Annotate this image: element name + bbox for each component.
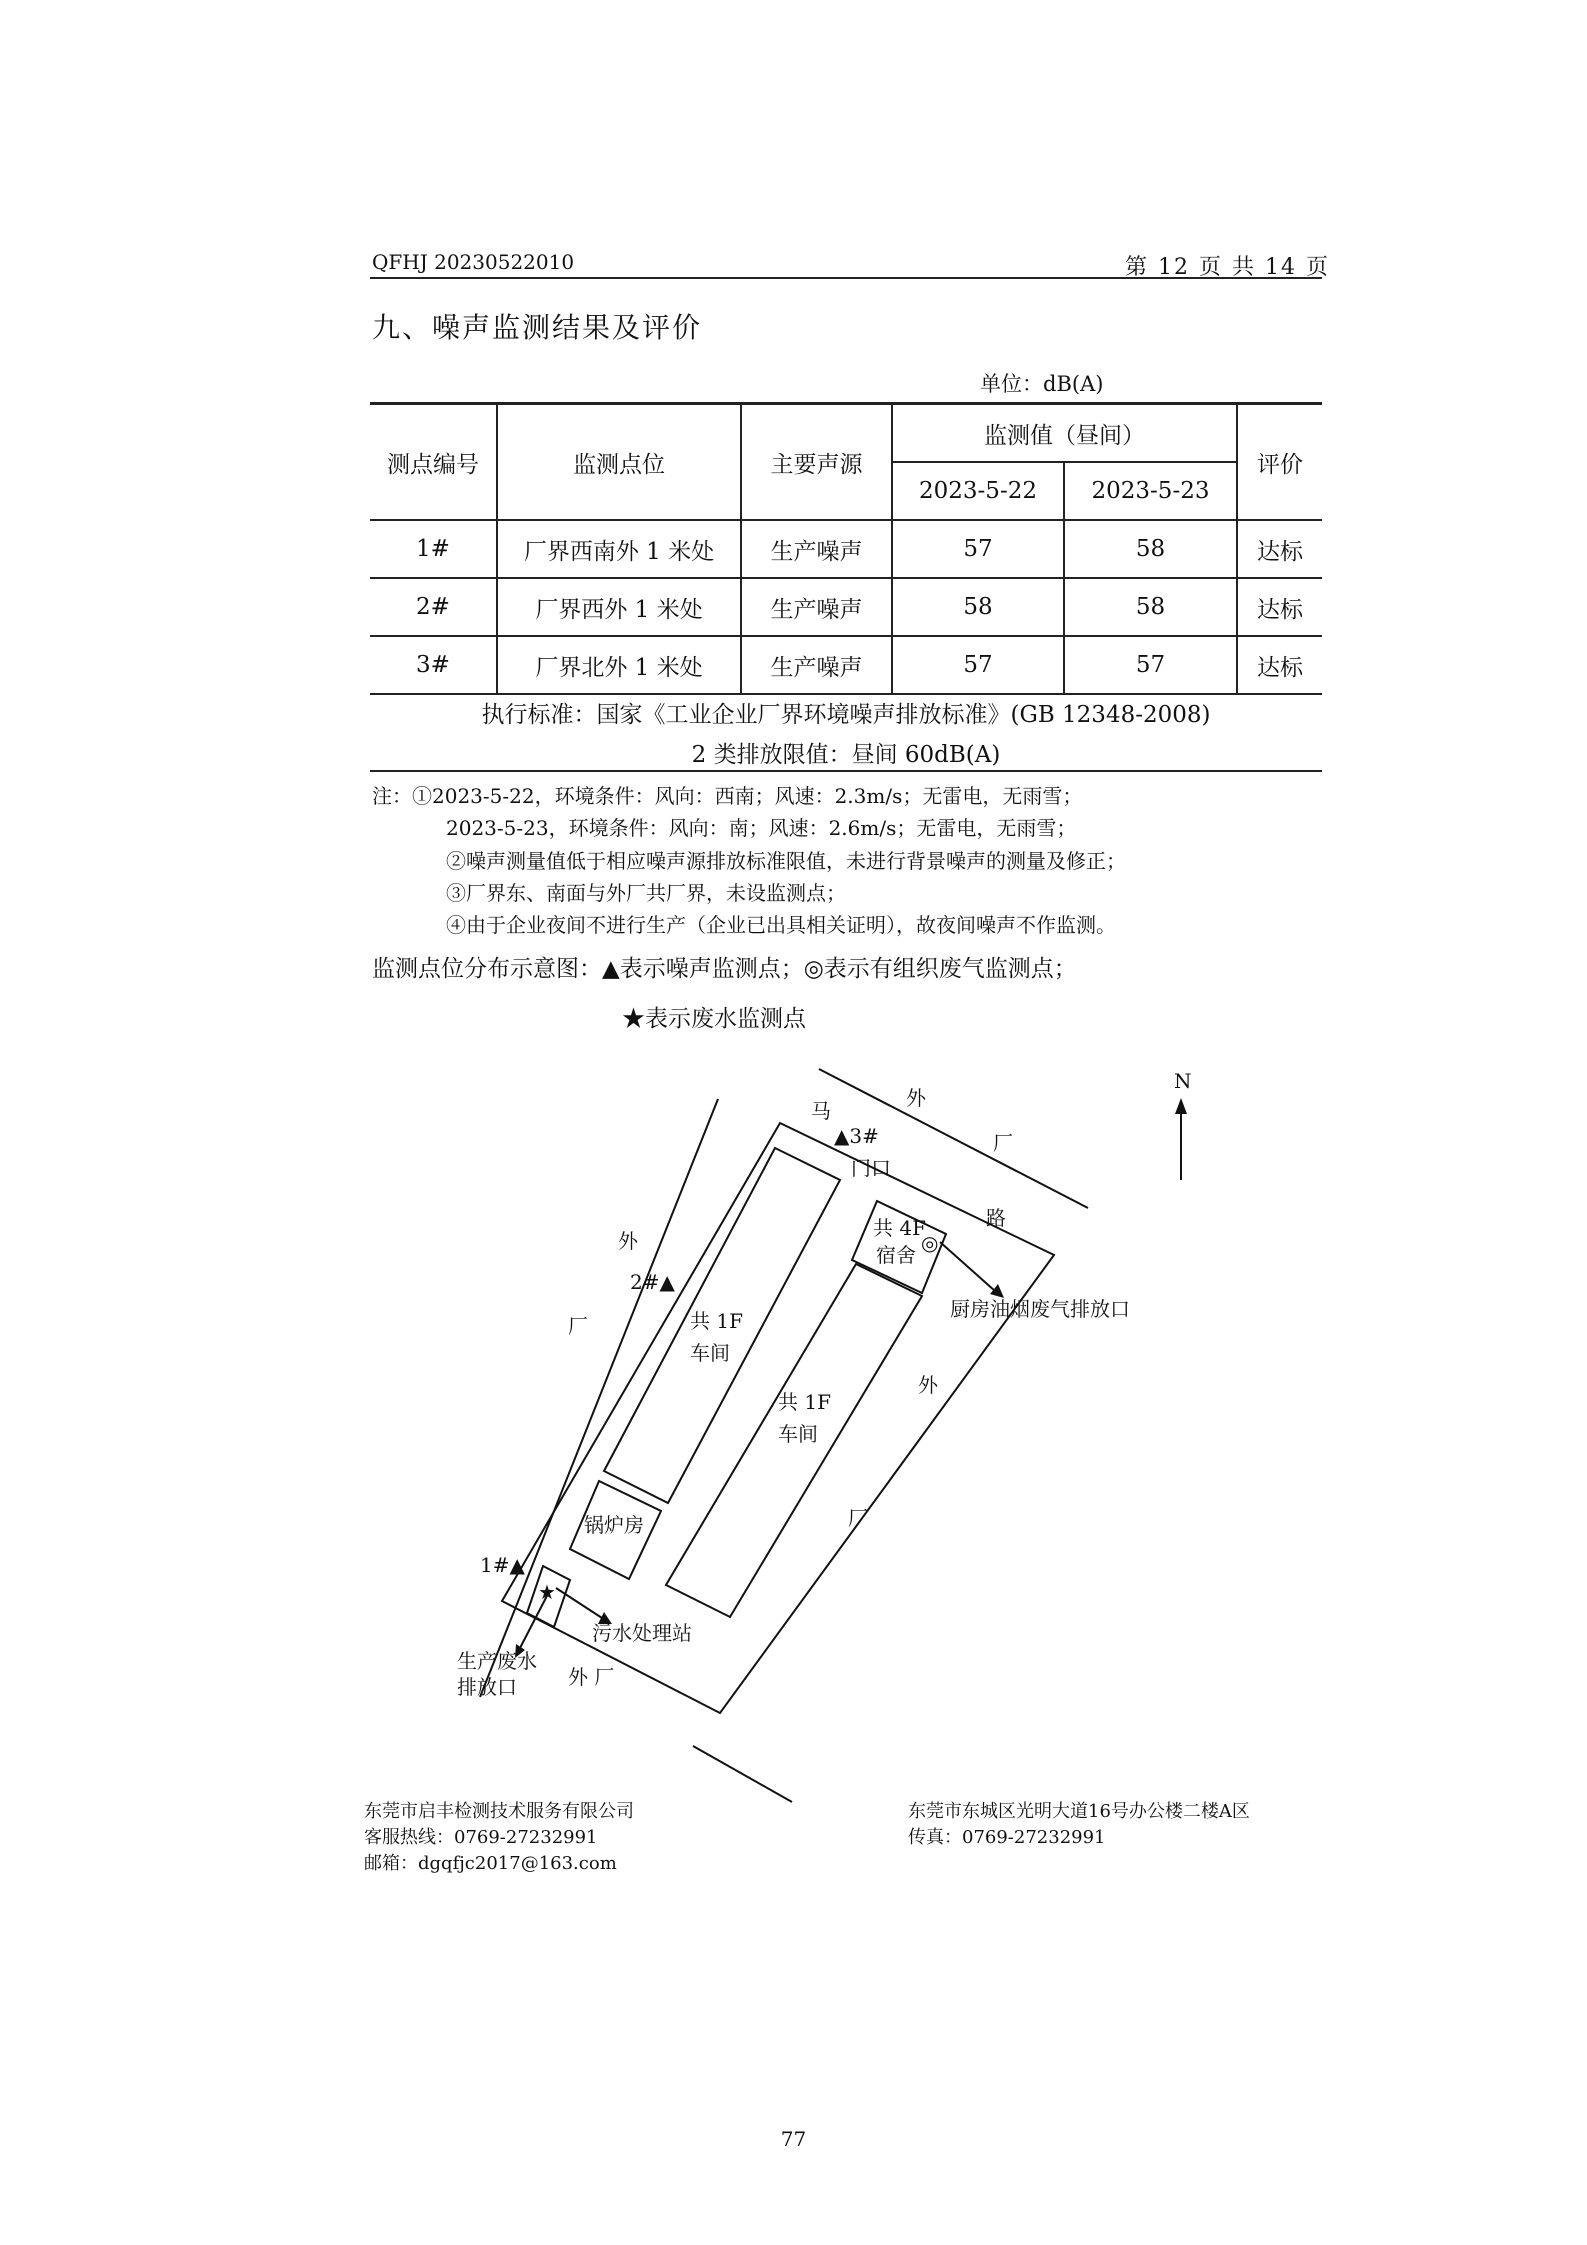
ext-left-chang: 厂	[568, 1314, 588, 1338]
ext-right-chang: 厂	[848, 1506, 868, 1530]
cell-location: 厂界北外 1 米处	[497, 636, 741, 694]
cell-location: 厂界西外 1 米处	[497, 578, 741, 636]
cell-eval: 达标	[1237, 520, 1322, 578]
note-3: ②噪声测量值低于相应噪声源排放标准限值，未进行背景噪声的测量及修正；	[446, 849, 1126, 873]
noise-point-2: 2#▲	[630, 1270, 675, 1294]
unit-label: 单位：dB(A)	[980, 372, 1104, 396]
water-point-symbol: ★	[538, 1580, 556, 1604]
cell-v1: 57	[892, 636, 1064, 694]
cell-v2: 57	[1064, 636, 1237, 694]
cell-eval: 达标	[1237, 636, 1322, 694]
boiler-label: 锅炉房	[584, 1513, 644, 1537]
cell-v2: 58	[1064, 520, 1237, 578]
road-line-bottom	[693, 1746, 792, 1802]
kitchen-arrow	[940, 1242, 995, 1291]
north-label: N	[1174, 1069, 1192, 1093]
note-4: ③厂界东、南面与外厂共厂界，未设监测点；	[446, 881, 846, 905]
footer-hotline: 客服热线：0769-27232991	[364, 1827, 598, 1848]
footer-company: 东莞市启丰检测技术服务有限公司	[364, 1801, 634, 1822]
header-source: 主要声源	[741, 404, 892, 521]
page-number: 77	[780, 2127, 807, 2151]
limit-line: 2 类排放限值：昼间 60dB(A)	[691, 742, 1001, 768]
road-ma: 马	[811, 1099, 831, 1123]
report-number: QFHJ 20230522010	[372, 250, 575, 274]
legend-line-2: ★表示废水监测点	[622, 1006, 806, 1032]
gate-label: 门口	[851, 1156, 891, 1180]
cell-v1: 57	[892, 520, 1064, 578]
page-info: 第 12 页 共 14 页	[1125, 255, 1330, 280]
workshop-left-label-2: 车间	[690, 1341, 730, 1365]
ext-bottom: 外 厂	[568, 1665, 615, 1689]
header-value: 监测值（昼间）	[892, 404, 1237, 463]
kitchen-arrow-head	[990, 1284, 1004, 1298]
footer-email: 邮箱：dgqfjc2017@163.com	[364, 1853, 617, 1874]
sewage-station-label: 污水处理站	[592, 1621, 692, 1645]
workshop-right-label-2: 车间	[778, 1422, 818, 1446]
cell-source: 生产噪声	[741, 636, 892, 694]
north-arrow-head	[1175, 1098, 1187, 1114]
header-location: 监测点位	[497, 404, 741, 521]
dorm-label-2: 宿舍	[876, 1243, 916, 1267]
road-lu: 路	[986, 1206, 1006, 1230]
header-point-no: 测点编号	[370, 404, 497, 521]
cell-location: 厂界西南外 1 米处	[497, 520, 741, 578]
cell-no: 2#	[370, 578, 497, 636]
footer-address: 东莞市东城区光明大道16号办公楼二楼A区	[908, 1801, 1250, 1822]
cell-source: 生产噪声	[741, 578, 892, 636]
dorm-label-1: 共 4F	[873, 1216, 926, 1240]
factory-boundary	[502, 1123, 1054, 1713]
cell-v1: 58	[892, 578, 1064, 636]
note-2: 2023-5-23，环境条件：风向：南；风速：2.6m/s；无雷电，无雨雪；	[446, 816, 1077, 840]
standard-line: 执行标准：国家《工业企业厂界环境噪声排放标准》(GB 12348-2008)	[481, 702, 1211, 728]
ext-right-wai: 外	[918, 1373, 938, 1397]
ext-top-chang: 厂	[993, 1131, 1013, 1155]
cell-no: 3#	[370, 636, 497, 694]
cell-source: 生产噪声	[741, 520, 892, 578]
note-1: 注：①2023-5-22，环境条件：风向：西南；风速：2.3m/s；无雷电，无雨雪；	[372, 784, 1083, 808]
header-eval: 评价	[1237, 404, 1322, 521]
noise-point-3: ▲3#	[834, 1124, 879, 1148]
wastewater-label-2: 排放口	[457, 1675, 517, 1699]
cell-eval: 达标	[1237, 578, 1322, 636]
gas-outlet-symbol: ◎	[921, 1231, 939, 1255]
ext-top-wai: 外	[906, 1086, 926, 1110]
workshop-right-label-1: 共 1F	[778, 1390, 831, 1414]
header-date2: 2023-5-23	[1064, 462, 1237, 520]
footer-fax: 传真：0769-27232991	[908, 1827, 1106, 1848]
section-title: 九、噪声监测结果及评价	[372, 311, 703, 344]
cell-no: 1#	[370, 520, 497, 578]
header-date1: 2023-5-22	[892, 462, 1064, 520]
legend-line-1: 监测点位分布示意图：▲表示噪声监测点；◎表示有组织废气监测点；	[372, 956, 1077, 982]
wastewater-label-1: 生产废水	[457, 1649, 537, 1673]
kitchen-outlet-label: 厨房油烟废气排放口	[950, 1297, 1130, 1321]
cell-v2: 58	[1064, 578, 1237, 636]
workshop-left-label-1: 共 1F	[690, 1309, 743, 1333]
noise-point-1: 1#▲	[480, 1553, 525, 1577]
ext-left-wai: 外	[618, 1229, 638, 1253]
note-5: ④由于企业夜间不进行生产（企业已出具相关证明），故夜间噪声不作监测。	[446, 913, 1116, 937]
